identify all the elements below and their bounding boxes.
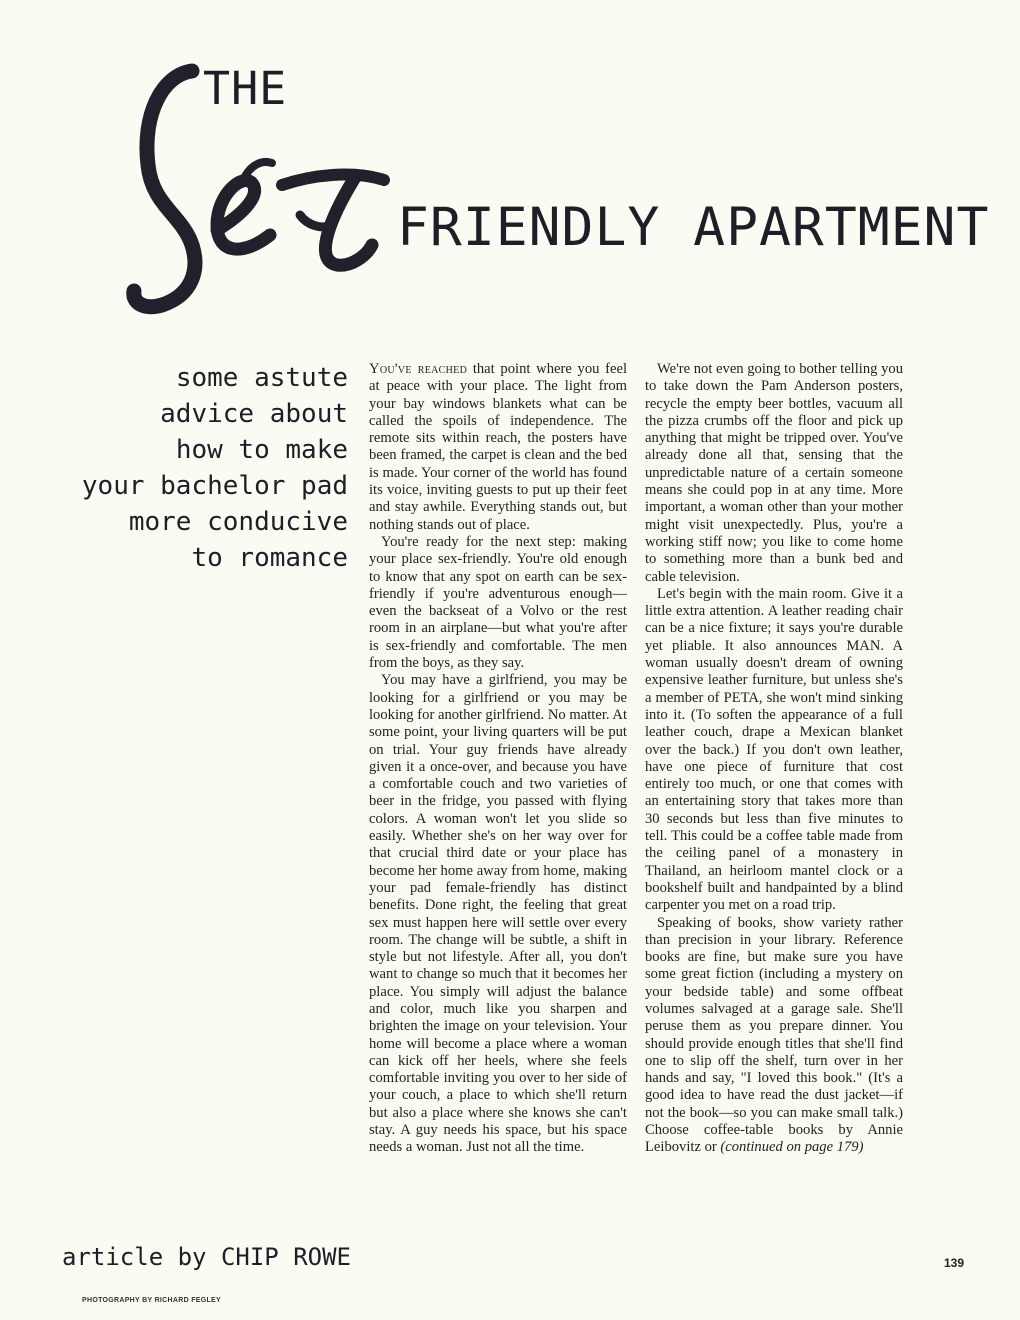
paragraph-text: Speaking of books, show variety rather than precision in your library. Reference books are fine, but make sure you have some great fiction (including a mystery on your bedside table) and some offbeat volumes salvaged at a garage sale. She'll peruse them as you prepare dinner. You should provide enough titles that she'll find one to slip off the shelf, turn over in her hands and say, "I loved this book." (It's a good idea to have read the dust jacket—if not the book—so you can make small talk.) Choose coffee-table books by Annie Leibovitz or [645, 914, 903, 1156]
lead-in: You've reached [369, 361, 468, 377]
paragraph-text: that point where you feel at peace with your place. The light from your bay windows blankets what can be called the spoils of independence. The remote sits within reach, the posters have been framed, the carpet is clean and the bed is made. Your corner of the world has found its voice, inviting guests to put up their feet and stay awhile. Everything stands out, but nothing stands out of place. [369, 361, 628, 533]
deck-line: advice about [160, 399, 348, 429]
title-rest: FRIENDLY APARTMENT [397, 197, 990, 258]
deck-line: more conducive [128, 507, 348, 537]
paragraph [369, 361, 627, 534]
page-number: 139 [944, 1256, 965, 1270]
photo-credit: PHOTOGRAPHY BY RICHARD FEGLEY [82, 1297, 221, 1304]
paragraph [645, 915, 903, 1157]
deck-line: your bachelor pad [81, 471, 348, 501]
title-script-word [122, 55, 397, 330]
byline: article by CHIP ROWE [62, 1243, 351, 1271]
paragraph: We're not even going to bother telling you to take down the Pam Anderson posters, recycle the empty beer bottles, vacuum all the pizza crumbs off the floor and pick up anything that might be tripped over. You've already done all that, sensing that the unpredictable nature of a certain someone means she could pop in at any time. More important, a woman other than your mother might visit unexpectedly. Plus, you're a working stiff now; you like to come home to something more than a bunk bed and cable television. [645, 361, 903, 585]
deck-line: some astute [175, 363, 348, 393]
article-column-1 [369, 361, 627, 1157]
paragraph: You're ready for the next step: making your place sex-friendly. You're old enough to know that any spot on earth can be sex-friendly if you're adventurous enough—even the backseat of a Volvo or the rest room in an airplane—but what you're after is sex-friendly and comfortable. The men from the boys, as they say. [369, 533, 627, 672]
title-the: THE [203, 62, 288, 115]
article-column-2 [645, 361, 903, 1157]
deck [48, 360, 348, 576]
paragraph: Let's begin with the main room. Give it a little extra attention. A leather reading chair can be a nice fixture; it says you're durable yet pliable. It also announces MAN. A woman usually doesn't dream of owning expensive leather furniture, but unless she's a member of PETA, she won't mind sinking into it. (To soften the appearance of a full leather couch, drape a Mexican blanket over the back.) If you don't own leather, have one piece of furniture that cost entirely too much, or one that comes with an entertaining story that takes more than 30 seconds but less than five minutes to tell. This could be a coffee table made from the ceiling panel of a monastery in Thailand, an heirloom mantel clock or a bookshelf built and handpainted by a blind carpenter you met on a road trip. [645, 585, 903, 914]
continued-note: (continued on page 179) [720, 1139, 864, 1156]
paragraph: You may have a girlfriend, you may be looking for a girlfriend or you may be looking for another girlfriend. No matter. At some point, your living quarters will be put on trial. Your guy friends have already given it a once-over, and because you have a comfortable couch and two varieties of beer in the fridge, you passed with flying colors. A woman won't let you slide so easily. Whether she's on her way over for that crucial third date or your place has become her home away from home, making your pad female-friendly has distinct benefits. Done right, the feeling that great sex must happen here will settle over every room. The change will be subtle, a shift in style but not lifestyle. After all, you don't want to change so much that it becomes her place. You simply will adjust the balance and color, much like you sharpen and brighten the image on your television. Your home will become a place where a woman can kick off her heels, where she feels comfortable inviting you over to her side of your couch, a place to which she'll return but also a place where she knows she can't stay. A guy needs his space, but his space needs a woman. Just not all the time. [369, 672, 627, 1156]
deck-line: how to make [175, 435, 348, 465]
script-sex-lettering [122, 55, 397, 330]
deck-line: to romance [191, 543, 348, 573]
